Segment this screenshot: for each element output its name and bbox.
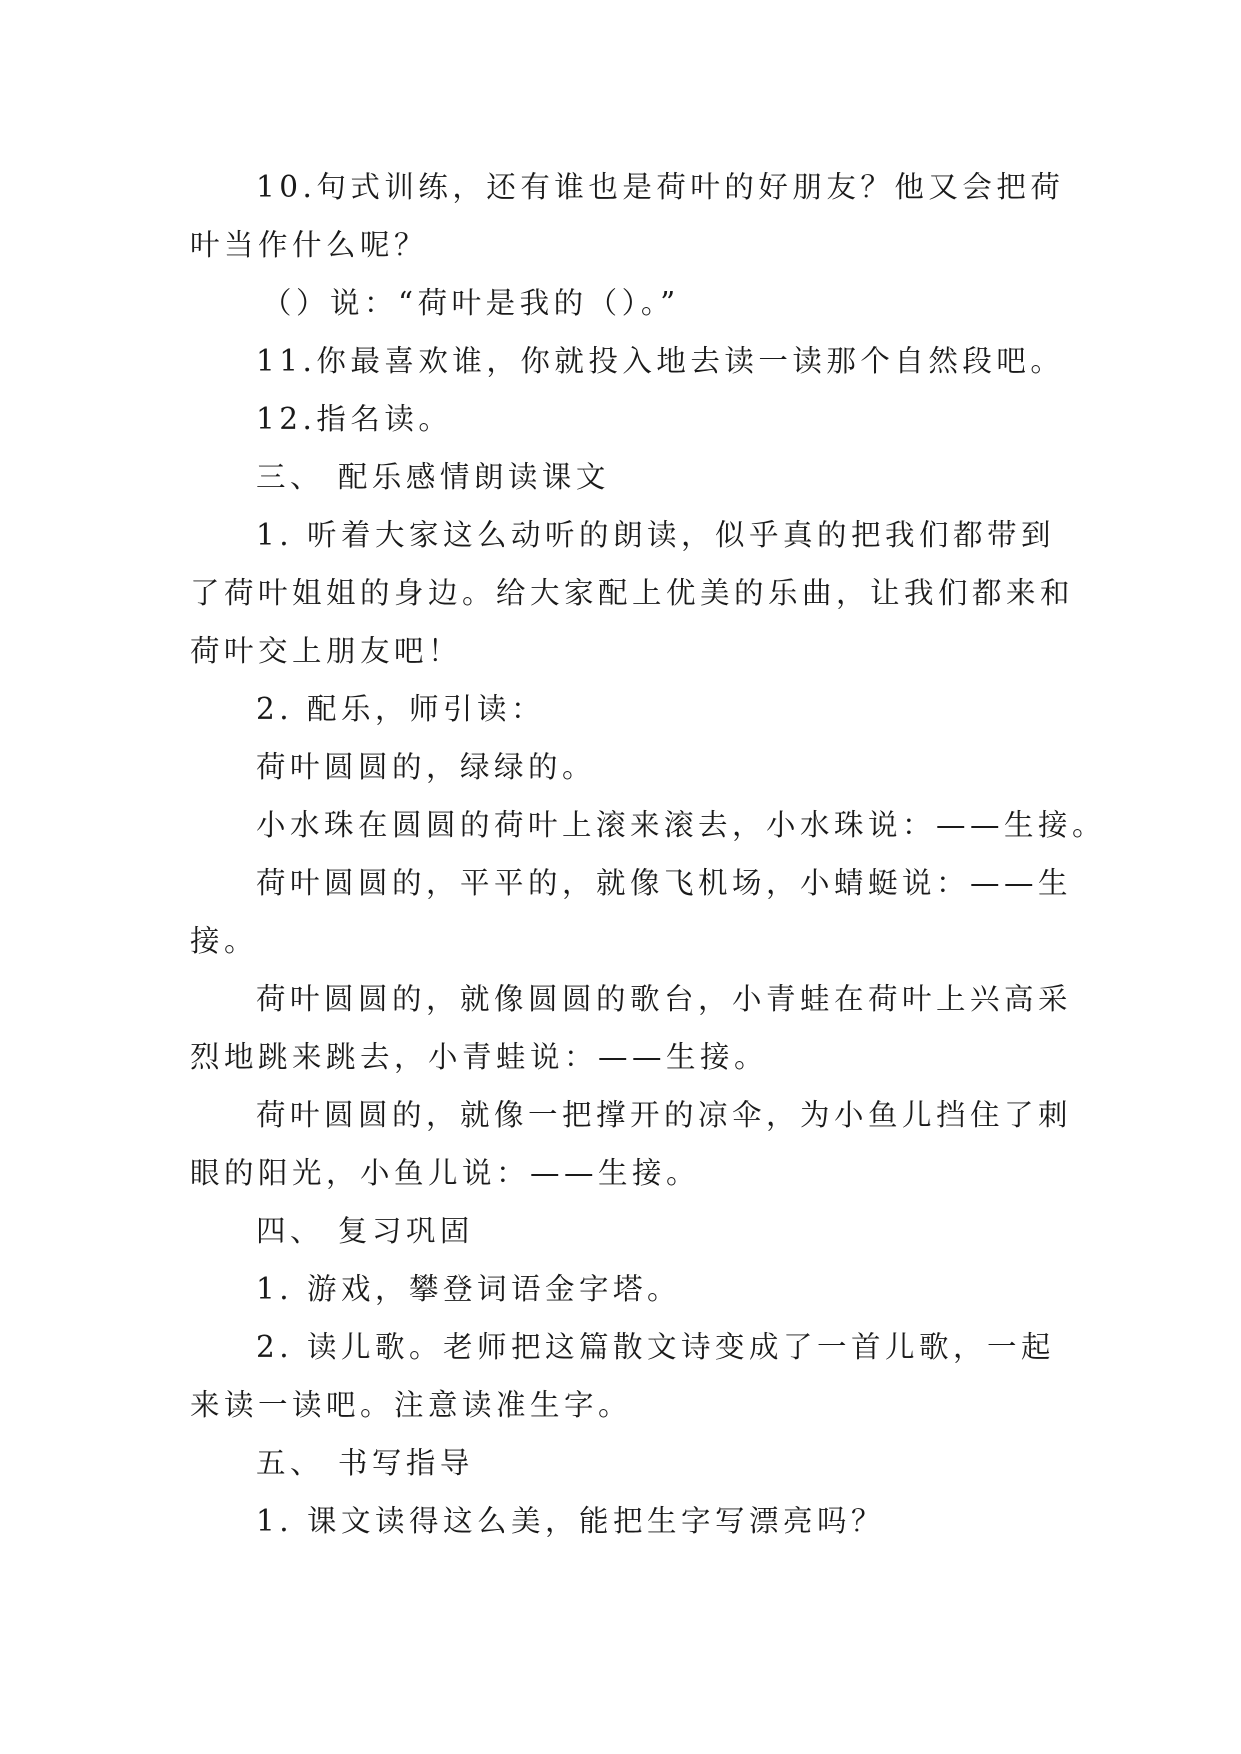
paragraph-line: 眼的阳光，小鱼儿说：——生接。 — [190, 1156, 701, 1190]
paragraph-line: 小水珠在圆圆的荷叶上滚来滚去，小水珠说：——生接。 — [256, 808, 1107, 842]
paragraph-line: 荷叶圆圆的，就像圆圆的歌台，小青蛙在荷叶上兴高采 — [256, 982, 1073, 1016]
paragraph-line: 12.指名读。 — [256, 402, 453, 436]
paragraph-line: 烈地跳来跳去，小青蛙说：——生接。 — [190, 1040, 769, 1074]
section-heading: 五、 书写指导 — [256, 1446, 474, 1480]
paragraph-line: 来读一读吧。注意读准生字。 — [190, 1388, 633, 1422]
paragraph-line: 荷叶圆圆的，就像一把撑开的凉伞，为小鱼儿挡住了刺 — [256, 1098, 1073, 1132]
paragraph-line: 10.句式训练，还有谁也是荷叶的好朋友？他又会把荷 — [256, 170, 1065, 204]
paragraph-line: 荷叶圆圆的，绿绿的。 — [256, 750, 597, 784]
paragraph-line: 1. 游戏，攀登词语金字塔。 — [256, 1272, 682, 1306]
section-heading: 四、 复习巩固 — [256, 1214, 474, 1248]
section-heading: 三、 配乐感情朗读课文 — [256, 460, 610, 494]
paragraph-line: 2. 读儿歌。老师把这篇散文诗变成了一首儿歌，一起 — [256, 1330, 1056, 1364]
paragraph-line: 接。 — [190, 924, 259, 958]
paragraph-line: 1. 听着大家这么动听的朗读，似乎真的把我们都带到 — [256, 518, 1056, 552]
paragraph-line: 了荷叶姐姐的身边。给大家配上优美的乐曲，让我们都来和 — [190, 576, 1075, 610]
paragraph-line: 2. 配乐，师引读： — [256, 692, 546, 726]
paragraph-line: 荷叶圆圆的，平平的，就像飞机场，小蜻蜓说：——生 — [256, 866, 1073, 900]
document-body — [190, 158, 1107, 1550]
paragraph-line: 荷叶交上朋友吧！ — [190, 634, 463, 668]
paragraph-line: 1. 课文读得这么美，能把生字写漂亮吗？ — [256, 1504, 886, 1538]
paragraph-line: 叶当作什么呢？ — [190, 228, 429, 262]
paragraph-line: （）说：“荷叶是我的（）。” — [262, 286, 680, 320]
paragraph-line: 11.你最喜欢谁，你就投入地去读一读那个自然段吧。 — [256, 344, 1065, 378]
